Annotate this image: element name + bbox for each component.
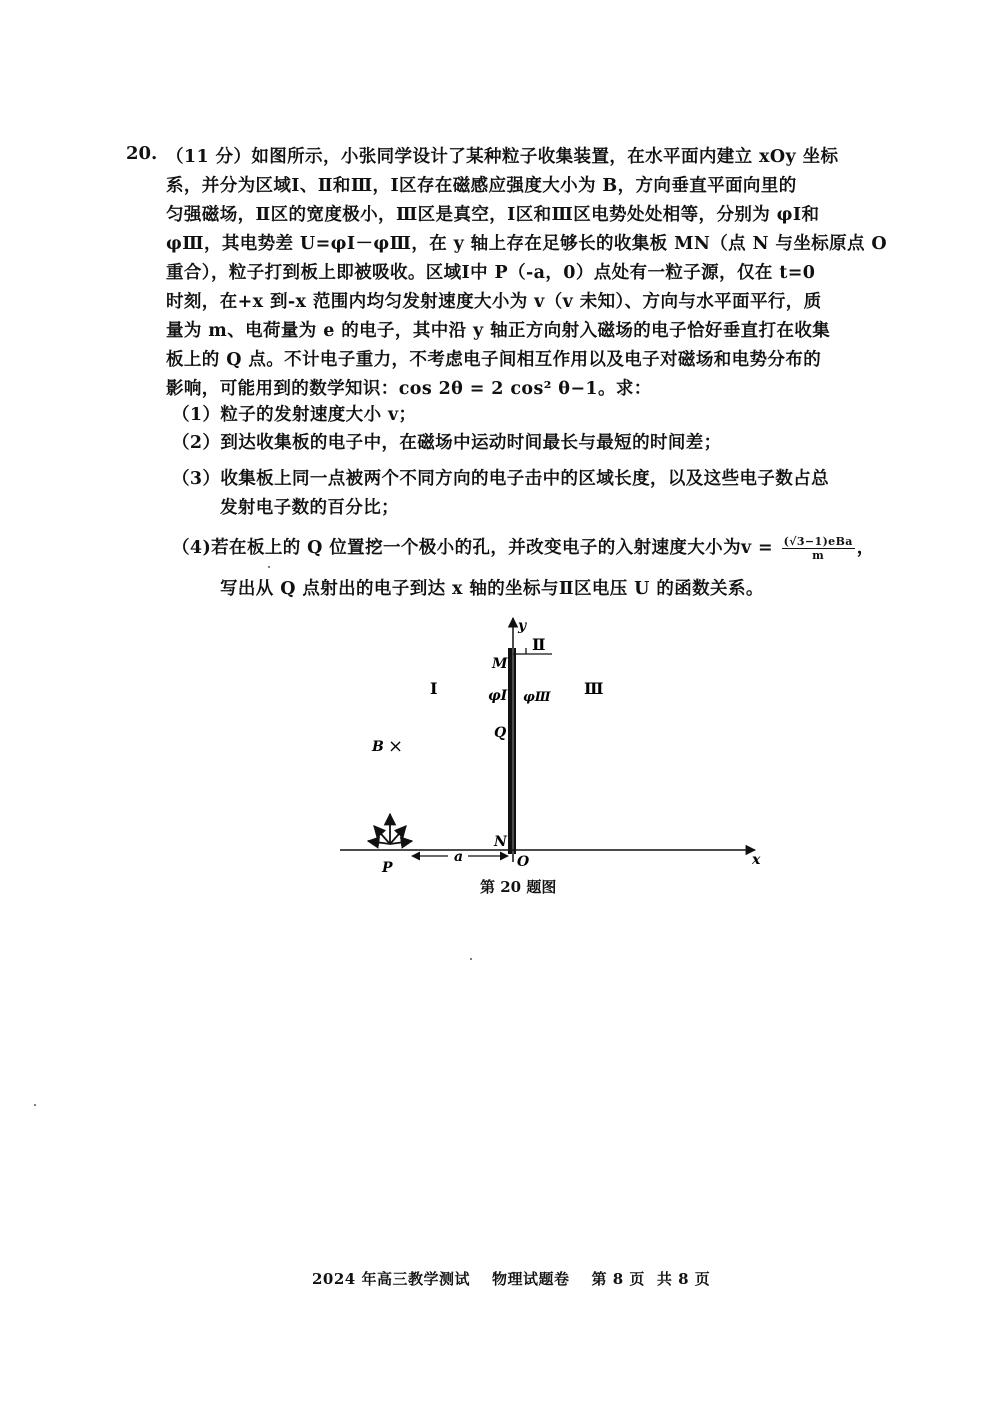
label-m: M — [492, 656, 508, 672]
label-a: a — [454, 849, 464, 865]
label-x: x — [752, 852, 761, 868]
fraction-denominator: m — [812, 549, 825, 562]
label-region-3: Ⅲ — [584, 679, 604, 698]
problem-text-line-5: 重合），粒子打到板上即被吸收。区域Ⅰ中 P（-a，0）点处有一粒子源，仅在 t=0 — [166, 263, 816, 283]
problem-text-line-9: 影响，可能用到的数学知识：cos 2θ = 2 cos² θ−1。求： — [166, 379, 652, 399]
figure-20 — [330, 612, 770, 874]
label-b: B — [372, 739, 384, 755]
magnetic-field-into-page-icon: × — [388, 736, 404, 757]
footer-page: 第 8 页 — [591, 1270, 645, 1288]
fraction-numerator: (√3−1)eBa — [783, 535, 853, 548]
emission-arrows — [368, 814, 412, 844]
question-3-line-2: 发射电子数的百分比； — [220, 498, 399, 518]
scan-speck — [34, 1104, 36, 1106]
problem-text-line-2: 系，并分为区域Ⅰ、Ⅱ和Ⅲ，Ⅰ区存在磁感应强度大小为 B，方向垂直平面向里的 — [166, 176, 797, 196]
question-4-line-2: 写出从 Q 点射出的电子到达 x 轴的坐标与Ⅱ区电压 U 的函数关系。 — [220, 579, 764, 599]
question-4-suffix: ， — [856, 538, 875, 558]
page-footer — [312, 1268, 732, 1289]
collector-plate-mn — [508, 648, 512, 854]
problem-text-line-1: （11 分）如图所示，小张同学设计了某种粒子收集装置，在水平面内建立 xOy 坐标 — [166, 147, 839, 167]
problem-number: 20. — [126, 143, 158, 164]
label-o: O — [517, 854, 530, 870]
problem-text-line-6: 时刻，在+x 到-x 范围内均匀发射速度大小为 v（v 未知）、方向与水平面平行，质 — [166, 292, 822, 312]
problem-text-line-7: 量为 m、电荷量为 e 的电子，其中沿 y 轴正方向射入磁场的电子恰好垂直打在收集 — [166, 321, 831, 341]
question-3-line-1: （3）收集板上同一点被两个不同方向的电子击中的区域长度，以及这些电子数占总 — [172, 469, 829, 489]
problem-text-line-3: 匀强磁场，Ⅱ区的宽度极小，Ⅲ区是真空，Ⅰ区和Ⅲ区电势处处相等，分别为 φⅠ和 — [166, 205, 820, 225]
label-region-2: Ⅱ — [532, 635, 546, 654]
problem-text-line-4: φⅢ，其电势差 U=φⅠ－φⅢ，在 y 轴上存在足够长的收集板 MN（点 N 与坐标原点 O — [166, 234, 888, 254]
question-1: （1）粒子的发射速度大小 v； — [172, 405, 417, 425]
scan-speck — [268, 566, 270, 568]
label-n: N — [494, 834, 507, 850]
scan-speck — [470, 958, 472, 960]
footer-total: 共 8 页 — [656, 1270, 711, 1288]
question-4-line-1 — [172, 534, 875, 562]
label-region-1: Ⅰ — [430, 679, 438, 698]
question-2: （2）到达收集板的电子中，在磁场中运动时间最长与最短的时间差； — [172, 433, 722, 453]
problem-text-line-8: 板上的 Q 点。不计电子重力，不考虑电子间相互作用以及电子对磁场和电势分布的 — [166, 350, 822, 370]
label-phi-1: φⅠ — [488, 688, 508, 704]
label-p: P — [382, 860, 393, 874]
label-y: y — [518, 618, 527, 634]
footer-subject: 物理试题卷 — [491, 1270, 570, 1288]
footer-exam: 2024 年高三教学测试 — [312, 1270, 470, 1288]
velocity-fraction — [782, 535, 855, 562]
label-phi-3: φⅢ — [523, 690, 551, 705]
question-4-prefix: （4)若在板上的 Q 位置挖一个极小的孔，并改变电子的入射速度大小为v = — [172, 538, 780, 558]
figure-caption: 第 20 题图 — [480, 878, 557, 896]
label-q: Q — [494, 725, 507, 741]
